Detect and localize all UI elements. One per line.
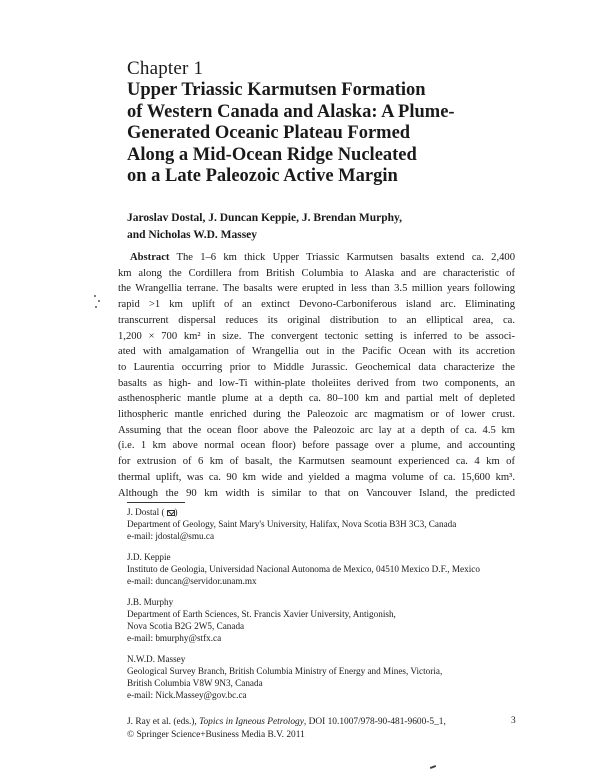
author-list <box>127 210 527 244</box>
abstract-line: km along the Cordillera from British Columbia to Alaska and are characteristic of <box>118 267 515 279</box>
chapter-title-line: Generated Oceanic Plateau Formed <box>127 123 411 143</box>
abstract-line: the Wrangellia terrane. The basalts were erupted in less than 3.5 million years following <box>118 283 515 295</box>
affiliation-line: Nova Scotia B2G 2W5, Canada <box>127 621 245 631</box>
abstract-line: basalts as high- and low-Ti within-plate tholeiites derived from two components, an <box>118 377 515 389</box>
affiliation-name: J.B. Murphy <box>127 597 174 607</box>
footnote-divider <box>127 502 185 503</box>
abstract-line: 1,200 × 700 km² in size. The convergent tectonic setting is inferred to be associ- <box>118 330 515 342</box>
citation-line: J. Ray et al. (eds.), Topics in Igneous Petrology, DOI 10.1007/978-90-481-9600-5_1, <box>127 717 446 727</box>
abstract-line: rapid >1 km uplift of an extinct Devono-Carboniferous island arc. Eliminating <box>118 299 515 311</box>
chapter-title-line: Along a Mid-Ocean Ridge Nucleated <box>127 144 417 165</box>
page-number: 3 <box>511 716 516 726</box>
copyright-line: © Springer Science+Business Media B.V. 2011 <box>127 729 305 740</box>
chapter-title-line: of Western Canada and Alaska: A Plume- <box>127 101 455 122</box>
abstract-line: ated with amalgamation of Wrangellia out in the Pacific Ocean with its accretion <box>118 346 515 358</box>
affiliation-email[interactable]: e-mail: Nick.Massey@gov.bc.ca <box>127 690 247 700</box>
affiliation-email[interactable]: e-mail: jdostal@smu.ca <box>127 531 215 541</box>
affiliation-name: J. Dostal ( ) <box>127 507 178 517</box>
abstract-line: Abstract The 1–6 km thick Upper Triassic Karmutsen basalts extend ca. 2,400 <box>130 252 515 263</box>
affiliation-keppie <box>127 551 527 587</box>
affiliation-list <box>127 506 527 710</box>
affiliation-line: Instituto de Geologia, Universidad Nacional Autonoma de Mexico, 04510 Mexico D.F., Mexico <box>127 564 480 574</box>
book-title: Topics in Igneous Petrology <box>199 717 304 727</box>
affiliation-line: British Columbia V8W 9N3, Canada <box>127 678 263 688</box>
abstract-line: lithospheric mantle enriched during the Paleozoic arc magmatism or of lower crust. <box>118 409 515 421</box>
chapter-label: Chapter 1 <box>127 58 204 79</box>
abstract-line: thermal uplift, was ca. 90 km wide and yielded a magma volume of ca. 15,600 km³. <box>118 471 515 483</box>
affiliation-email[interactable]: e-mail: bmurphy@stfx.ca <box>127 633 222 643</box>
affiliation-dostal <box>127 506 527 542</box>
citation-footer <box>127 716 527 741</box>
chapter-title-line: on a Late Paleozoic Active Margin <box>127 166 398 186</box>
abstract <box>118 250 515 501</box>
abstract-line: Assuming that the ocean floor above the Paleozoic arc lay at a depth of ca. 4.5 km <box>118 424 515 436</box>
chapter-title <box>127 80 487 188</box>
affiliation-email[interactable]: e-mail: duncan@servidor.unam.mx <box>127 576 257 586</box>
affiliation-massey <box>127 653 527 701</box>
affiliation-name: J.D. Keppie <box>127 552 171 562</box>
abstract-label: Abstract <box>130 252 170 263</box>
abstract-line: to Laurentia occurring prior to Middle Jurassic. Geochemical data characterize the <box>118 361 515 373</box>
affiliation-murphy <box>127 596 527 644</box>
affiliation-line: Department of Geology, Saint Mary's University, Halifax, Nova Scotia B3H 3C3, Canada <box>127 519 457 529</box>
abstract-line: transcurrent dispersal reduces its original distribution to an elliptical area, ca. <box>118 314 515 326</box>
scan-speck <box>430 765 436 769</box>
abstract-line: asthenospheric mantle plume at a depth ca. 80–100 km and partial melt of depleted <box>118 393 515 405</box>
affiliation-line: Department of Earth Sciences, St. Francis Xavier University, Antigonish, <box>127 609 396 619</box>
abstract-line: Although the 90 km width is similar to that on Vancouver Island, the predicted <box>118 487 515 499</box>
scan-speck <box>94 295 102 311</box>
abstract-line: (i.e. 1 km above normal ocean floor) before passage over a plume, and accounting <box>118 440 515 452</box>
affiliation-line: Geological Survey Branch, British Columbia Ministry of Energy and Mines, Victoria, <box>127 666 443 676</box>
author-line: Jaroslav Dostal, J. Duncan Keppie, J. Brendan Murphy, <box>127 212 402 224</box>
affiliation-name: N.W.D. Massey <box>127 654 186 664</box>
chapter-title-line: Upper Triassic Karmutsen Formation <box>127 80 426 100</box>
envelope-icon <box>167 510 175 516</box>
abstract-line: for extrusion of 6 km of basalt, the Karmutsen seamount experienced ca. 4 km of <box>118 456 515 468</box>
author-line: and Nicholas W.D. Massey <box>127 229 258 241</box>
